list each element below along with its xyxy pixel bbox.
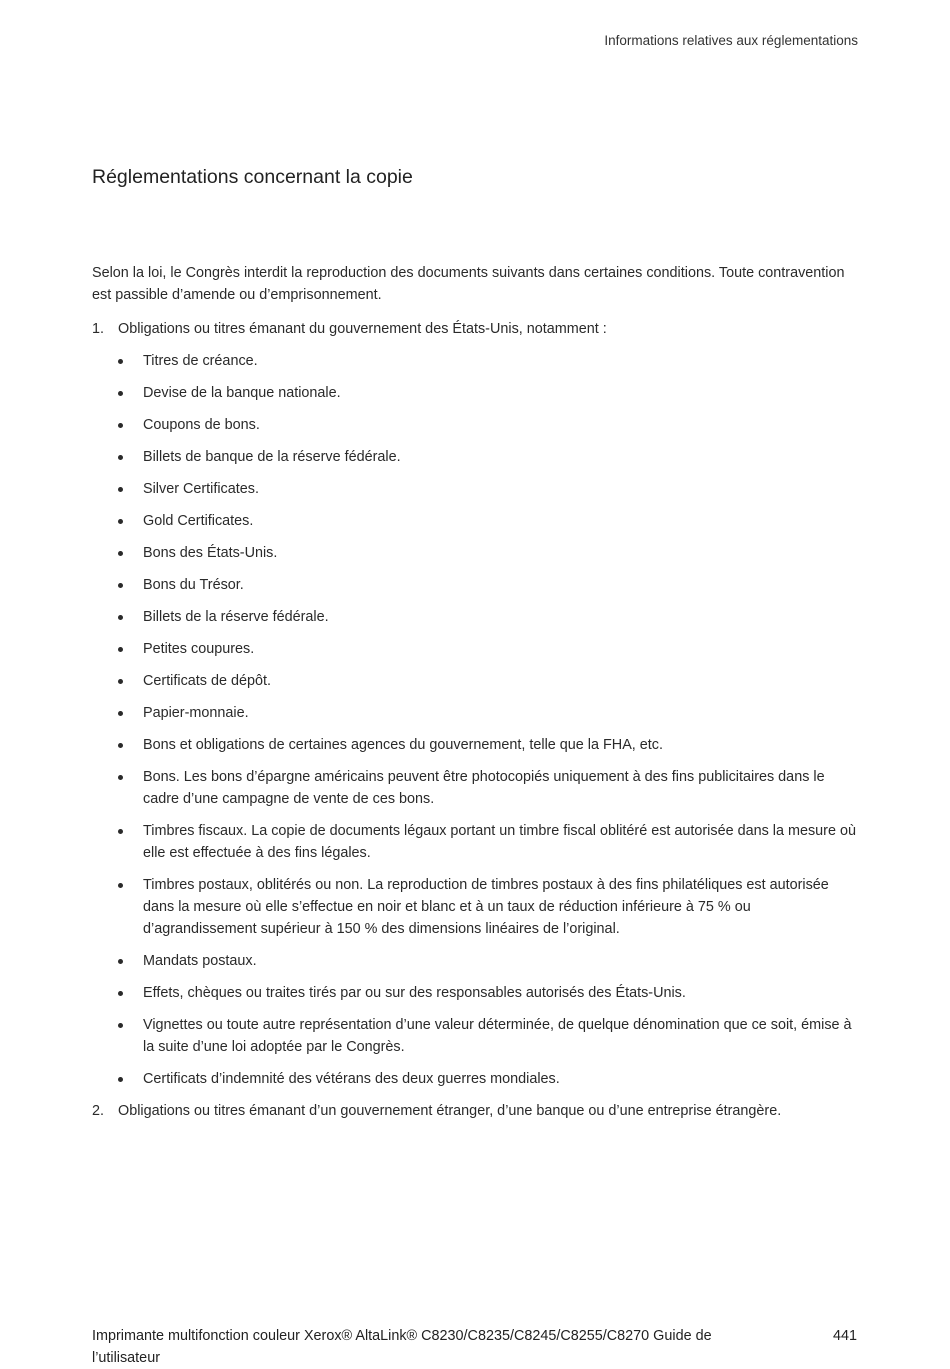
bullet-icon [118,679,123,684]
list-item [118,542,860,564]
bullet-text: Gold Certificates. [143,513,254,529]
bullet-text: Bons. Les bons d’épargne américains peuvent être photocopiés uniquement à des fins publicitaires dans le cadre d’une campagne de vente de ces bons. [143,769,825,807]
page-number: 441 [832,1328,857,1344]
list-item [118,1068,860,1090]
bullet-text: Effets, chèques ou traites tirés par ou sur des responsables autorisés des États-Unis. [143,985,686,1001]
list-item-2 [92,1100,860,1122]
list-item [118,574,860,596]
bullet-icon [118,883,123,888]
bullet-text: Bons des États-Unis. [143,545,278,561]
bullet-icon [118,959,123,964]
bullet-icon [118,455,123,460]
list-number: 2. [92,1103,105,1119]
section-title: Réglementations concernant la copie [92,166,413,188]
list-item [118,702,860,724]
bullet-icon [118,743,123,748]
list-item [118,606,860,628]
bullet-text: Coupons de bons. [143,417,260,433]
bullet-text: Billets de la réserve fédérale. [143,609,329,625]
bullet-icon [118,359,123,364]
list-item [118,414,860,436]
bullet-icon [118,551,123,556]
bullet-text: Billets de banque de la réserve fédérale. [143,449,401,465]
bullet-icon [118,775,123,780]
bullet-text: Mandats postaux. [143,953,257,969]
list-number: 1. [92,321,105,337]
list-item [118,510,860,532]
list-item [118,670,860,692]
list-item [118,734,860,756]
bullet-icon [118,1023,123,1028]
bullet-icon [118,711,123,716]
list-item [118,950,860,972]
bullet-icon [118,423,123,428]
list-item-text: Obligations ou titres émanant d’un gouvernement étranger, d’une banque ou d’une entreprise étrangère. [118,1103,782,1119]
bullet-text: Certificats d’indemnité des vétérans des deux guerres mondiales. [143,1071,560,1087]
bullet-icon [118,391,123,396]
bullet-icon [118,583,123,588]
bullet-text: Titres de créance. [143,353,258,369]
bullet-icon [118,991,123,996]
intro-paragraph: Selon la loi, le Congrès interdit la reproduction des documents suivants dans certaines conditions. Toute contravention est passible d’amende ou d’emprisonnement. [92,265,845,303]
bullet-text: Certificats de dépôt. [143,673,271,689]
bullet-text: Papier-monnaie. [143,705,249,721]
bullet-icon [118,615,123,620]
list-item [118,982,860,1004]
bullet-icon [118,519,123,524]
bullet-icon [118,829,123,834]
list-item [118,446,860,468]
bullet-text: Vignettes ou toute autre représentation d’une valeur déterminée, de quelque dénomination que ce soit, émise à la suite d’une loi adoptée par le Congrès. [143,1017,852,1055]
list-item-1 [92,318,860,1090]
bullet-list [118,350,860,1090]
bullet-icon [118,487,123,492]
bullet-text: Devise de la banque nationale. [143,385,341,401]
list-item [118,638,860,660]
running-header: Informations relatives aux réglementations [604,33,858,48]
list-item [118,382,860,404]
bullet-text: Timbres postaux, oblitérés ou non. La reproduction de timbres postaux à des fins philatéliques est autorisée dans la mesure où elle s’effectue en noir et blanc et à un taux de réduction inférieure à 75 % ou d’agrandissement supérieur à 150 % des dimensions linéaires de l’original. [143,877,829,937]
numbered-list [92,318,860,1122]
list-item [118,766,860,810]
list-item [118,1014,860,1058]
footer-title: Imprimante multifonction couleur Xerox® AltaLink® C8230/C8235/C8245/C8255/C8270 Guide de l’utilisateur [92,1328,712,1366]
bullet-text: Bons du Trésor. [143,577,244,593]
bullet-icon [118,647,123,652]
bullet-text: Timbres fiscaux. La copie de documents légaux portant un timbre fiscal oblitéré est autorisée dans la mesure où elle est effectuée à des fins légales. [143,823,856,861]
bullet-text: Silver Certificates. [143,481,259,497]
list-item [118,874,860,940]
list-item-text: Obligations ou titres émanant du gouvernement des États-Unis, notamment : [118,321,607,337]
running-footer [92,1325,860,1369]
bullet-text: Bons et obligations de certaines agences du gouvernement, telle que la FHA, etc. [143,737,663,753]
list-item [118,350,860,372]
bullet-text: Petites coupures. [143,641,255,657]
list-item [118,478,860,500]
list-item [118,820,860,864]
bullet-icon [118,1077,123,1082]
